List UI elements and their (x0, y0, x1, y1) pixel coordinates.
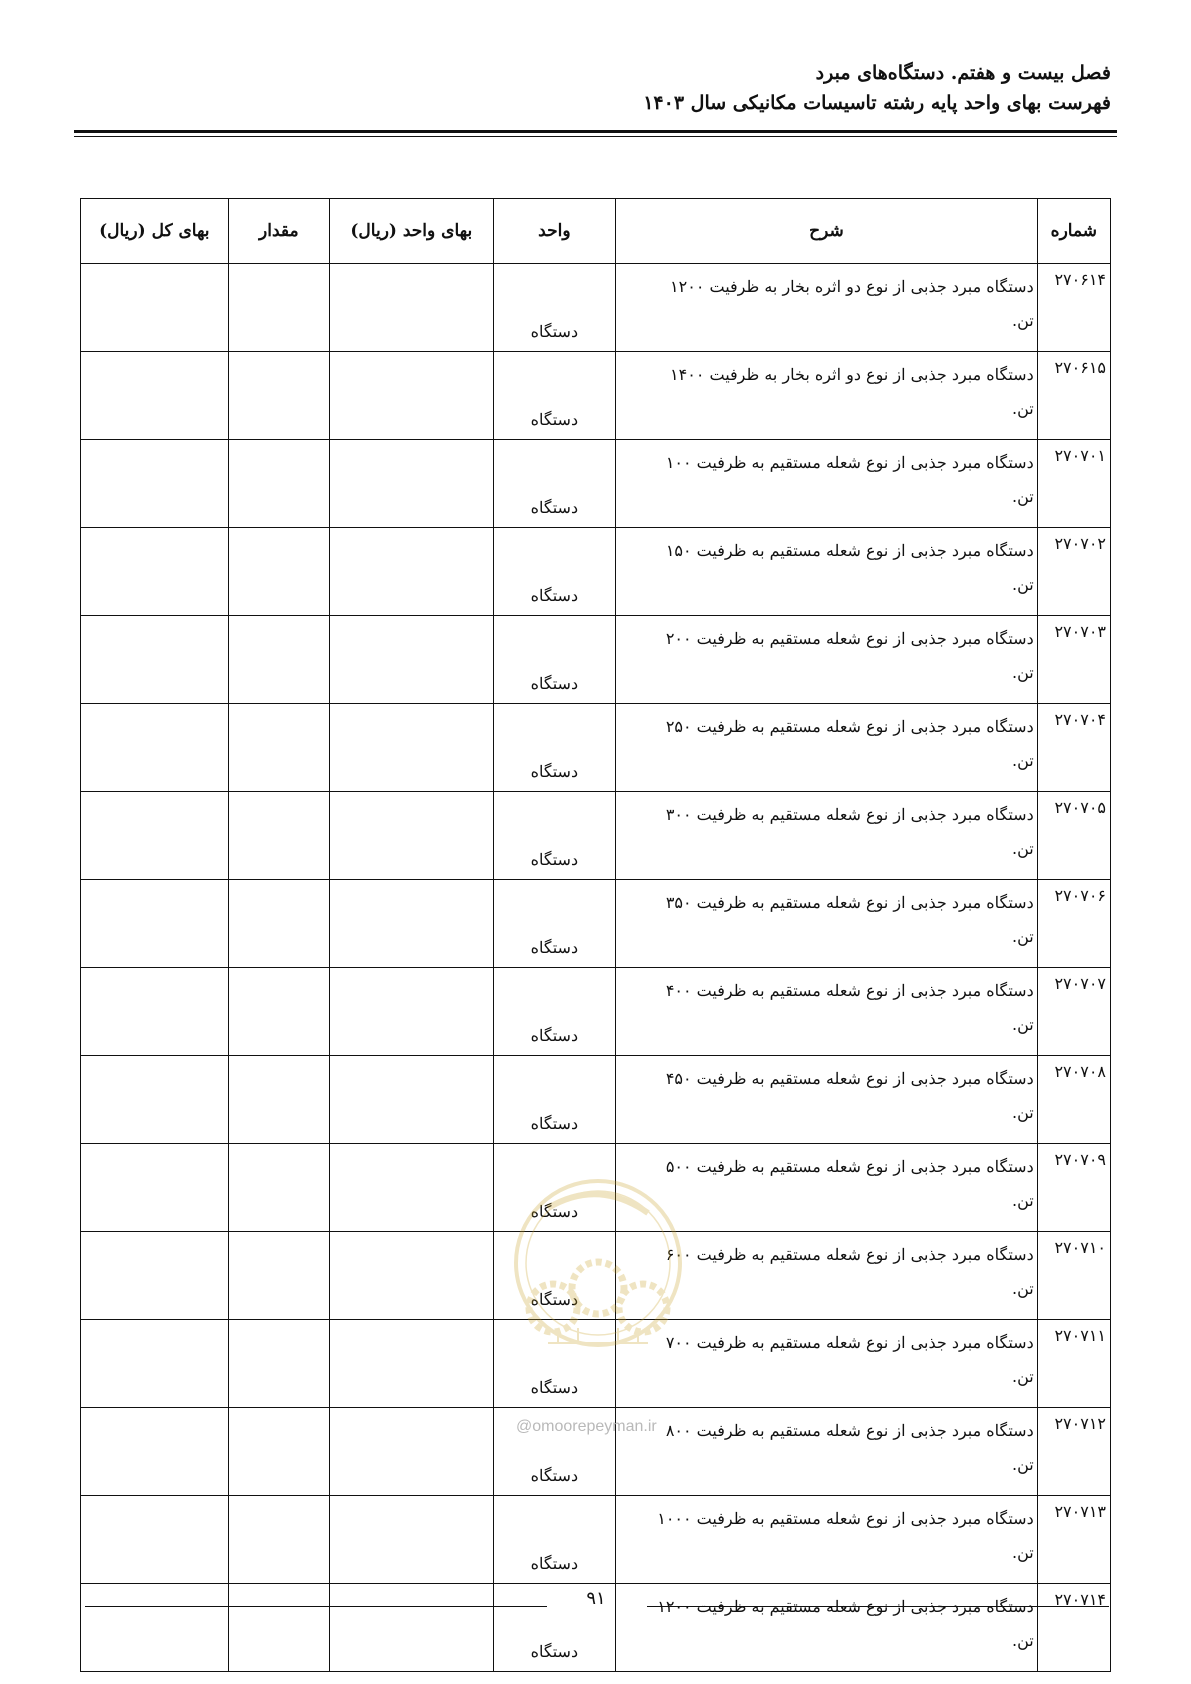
header-rule-thin (74, 136, 1117, 137)
unit-price-cell (330, 968, 494, 1056)
document-title: فهرست بهای واحد پایه رشته تاسیسات مکانیکی سال ۱۴۰۳ (643, 92, 1111, 114)
footer-rule-right (647, 1606, 1109, 1607)
quantity-cell (228, 1584, 329, 1672)
column-header-description: شرح (616, 199, 1038, 264)
table-row (81, 528, 1111, 616)
item-number: ۲۷۰۷۰۵ (1037, 792, 1110, 880)
item-unit: دستگاه (493, 528, 615, 616)
table-row (81, 792, 1111, 880)
column-header-unit: واحد (493, 199, 615, 264)
table-row (81, 440, 1111, 528)
column-header-quantity: مقدار (228, 199, 329, 264)
total-price-cell (81, 352, 229, 440)
watermark-text: @omoorepeyman.ir (516, 1418, 657, 1435)
table-row (81, 1144, 1111, 1232)
total-price-cell (81, 1584, 229, 1672)
item-unit: دستگاه (493, 440, 615, 528)
quantity-cell (228, 616, 329, 704)
unit-price-cell (330, 1584, 494, 1672)
total-price-cell (81, 1144, 229, 1232)
item-description: دستگاه مبرد جذبی از نوع شعله مستقیم به ظرفیت ۲۵۰ تن. (616, 704, 1038, 792)
total-price-cell (81, 1056, 229, 1144)
unit-price-cell (330, 528, 494, 616)
item-number: ۲۷۰۷۰۳ (1037, 616, 1110, 704)
item-number: ۲۷۰۷۰۶ (1037, 880, 1110, 968)
quantity-cell (228, 792, 329, 880)
price-list-table (80, 198, 1111, 1672)
unit-price-cell (330, 1232, 494, 1320)
unit-price-cell (330, 352, 494, 440)
unit-price-cell (330, 1496, 494, 1584)
quantity-cell (228, 440, 329, 528)
quantity-cell (228, 1408, 329, 1496)
total-price-cell (81, 264, 229, 352)
total-price-cell (81, 704, 229, 792)
item-unit: دستگاه (493, 1408, 615, 1496)
total-price-cell (81, 528, 229, 616)
quantity-cell (228, 968, 329, 1056)
item-description: دستگاه مبرد جذبی از نوع شعله مستقیم به ظرفیت ۱۲۰۰ تن. (616, 1584, 1038, 1672)
item-unit: دستگاه (493, 968, 615, 1056)
quantity-cell (228, 528, 329, 616)
table-header-row (81, 199, 1111, 264)
item-number: ۲۷۰۶۱۴ (1037, 264, 1110, 352)
unit-price-cell (330, 1144, 494, 1232)
table-row (81, 1232, 1111, 1320)
item-description: دستگاه مبرد جذبی از نوع شعله مستقیم به ظرفیت ۱۰۰۰ تن. (616, 1496, 1038, 1584)
item-unit: دستگاه (493, 352, 615, 440)
total-price-cell (81, 880, 229, 968)
item-description: دستگاه مبرد جذبی از نوع شعله مستقیم به ظرفیت ۲۰۰ تن. (616, 616, 1038, 704)
quantity-cell (228, 1144, 329, 1232)
chapter-title: فصل بیست و هفتم. دستگاه‌های مبرد (815, 62, 1111, 84)
table-row (81, 264, 1111, 352)
item-description: دستگاه مبرد جذبی از نوع شعله مستقیم به ظرفیت ۴۰۰ تن. (616, 968, 1038, 1056)
item-number: ۲۷۰۷۰۱ (1037, 440, 1110, 528)
quantity-cell (228, 1496, 329, 1584)
footer-rule-left (85, 1606, 547, 1607)
unit-price-cell (330, 264, 494, 352)
item-unit: دستگاه (493, 1584, 615, 1672)
item-unit: دستگاه (493, 1496, 615, 1584)
unit-price-cell (330, 1056, 494, 1144)
item-unit: دستگاه (493, 1144, 615, 1232)
column-header-unit-price: بهای واحد (ریال) (330, 199, 494, 264)
column-header-number: شماره (1037, 199, 1110, 264)
total-price-cell (81, 1496, 229, 1584)
unit-price-cell (330, 440, 494, 528)
unit-price-cell (330, 704, 494, 792)
total-price-cell (81, 616, 229, 704)
table-row (81, 1320, 1111, 1408)
table-row (81, 1496, 1111, 1584)
item-description: دستگاه مبرد جذبی از نوع شعله مستقیم به ظرفیت ۶۰۰ تن. (616, 1232, 1038, 1320)
column-header-total-price: بهای کل (ریال) (81, 199, 229, 264)
quantity-cell (228, 352, 329, 440)
item-number: ۲۷۰۷۰۴ (1037, 704, 1110, 792)
unit-price-cell (330, 616, 494, 704)
item-number: ۲۷۰۷۱۰ (1037, 1232, 1110, 1320)
table-row (81, 880, 1111, 968)
total-price-cell (81, 792, 229, 880)
total-price-cell (81, 440, 229, 528)
item-description: دستگاه مبرد جذبی از نوع شعله مستقیم به ظرفیت ۱۵۰ تن. (616, 528, 1038, 616)
unit-price-cell (330, 1408, 494, 1496)
table-row (81, 616, 1111, 704)
quantity-cell (228, 1232, 329, 1320)
item-unit: دستگاه (493, 1232, 615, 1320)
table-row (81, 704, 1111, 792)
item-number: ۲۷۰۷۱۲ (1037, 1408, 1110, 1496)
quantity-cell (228, 1056, 329, 1144)
item-number: ۲۷۰۶۱۵ (1037, 352, 1110, 440)
item-number: ۲۷۰۷۰۷ (1037, 968, 1110, 1056)
table-row (81, 1056, 1111, 1144)
table-row (81, 352, 1111, 440)
item-unit: دستگاه (493, 704, 615, 792)
item-description: دستگاه مبرد جذبی از نوع دو اثره بخار به ظرفیت ۱۲۰۰ تن. (616, 264, 1038, 352)
item-description: دستگاه مبرد جذبی از نوع شعله مستقیم به ظرفیت ۸۰۰ تن. (616, 1408, 1038, 1496)
total-price-cell (81, 1320, 229, 1408)
quantity-cell (228, 264, 329, 352)
quantity-cell (228, 880, 329, 968)
quantity-cell (228, 704, 329, 792)
item-unit: دستگاه (493, 792, 615, 880)
item-description: دستگاه مبرد جذبی از نوع شعله مستقیم به ظرفیت ۷۰۰ تن. (616, 1320, 1038, 1408)
total-price-cell (81, 1408, 229, 1496)
item-number: ۲۷۰۷۰۸ (1037, 1056, 1110, 1144)
quantity-cell (228, 1320, 329, 1408)
total-price-cell (81, 968, 229, 1056)
item-number: ۲۷۰۷۰۹ (1037, 1144, 1110, 1232)
item-number: ۲۷۰۷۰۲ (1037, 528, 1110, 616)
page-number: ۹۱ (586, 1588, 606, 1609)
item-description: دستگاه مبرد جذبی از نوع دو اثره بخار به ظرفیت ۱۴۰۰ تن. (616, 352, 1038, 440)
unit-price-cell (330, 792, 494, 880)
item-description: دستگاه مبرد جذبی از نوع شعله مستقیم به ظرفیت ۴۵۰ تن. (616, 1056, 1038, 1144)
unit-price-cell (330, 1320, 494, 1408)
item-description: دستگاه مبرد جذبی از نوع شعله مستقیم به ظرفیت ۱۰۰ تن. (616, 440, 1038, 528)
item-number: ۲۷۰۷۱۴ (1037, 1584, 1110, 1672)
header-rule-thick (74, 130, 1117, 133)
item-description: دستگاه مبرد جذبی از نوع شعله مستقیم به ظرفیت ۳۵۰ تن. (616, 880, 1038, 968)
item-unit: دستگاه (493, 880, 615, 968)
unit-price-cell (330, 880, 494, 968)
item-description: دستگاه مبرد جذبی از نوع شعله مستقیم به ظرفیت ۵۰۰ تن. (616, 1144, 1038, 1232)
item-unit: دستگاه (493, 1320, 615, 1408)
table-row (81, 968, 1111, 1056)
item-unit: دستگاه (493, 1056, 615, 1144)
item-unit: دستگاه (493, 616, 615, 704)
item-unit: دستگاه (493, 264, 615, 352)
total-price-cell (81, 1232, 229, 1320)
item-number: ۲۷۰۷۱۱ (1037, 1320, 1110, 1408)
page-header (80, 58, 1111, 118)
item-number: ۲۷۰۷۱۳ (1037, 1496, 1110, 1584)
item-description: دستگاه مبرد جذبی از نوع شعله مستقیم به ظرفیت ۳۰۰ تن. (616, 792, 1038, 880)
